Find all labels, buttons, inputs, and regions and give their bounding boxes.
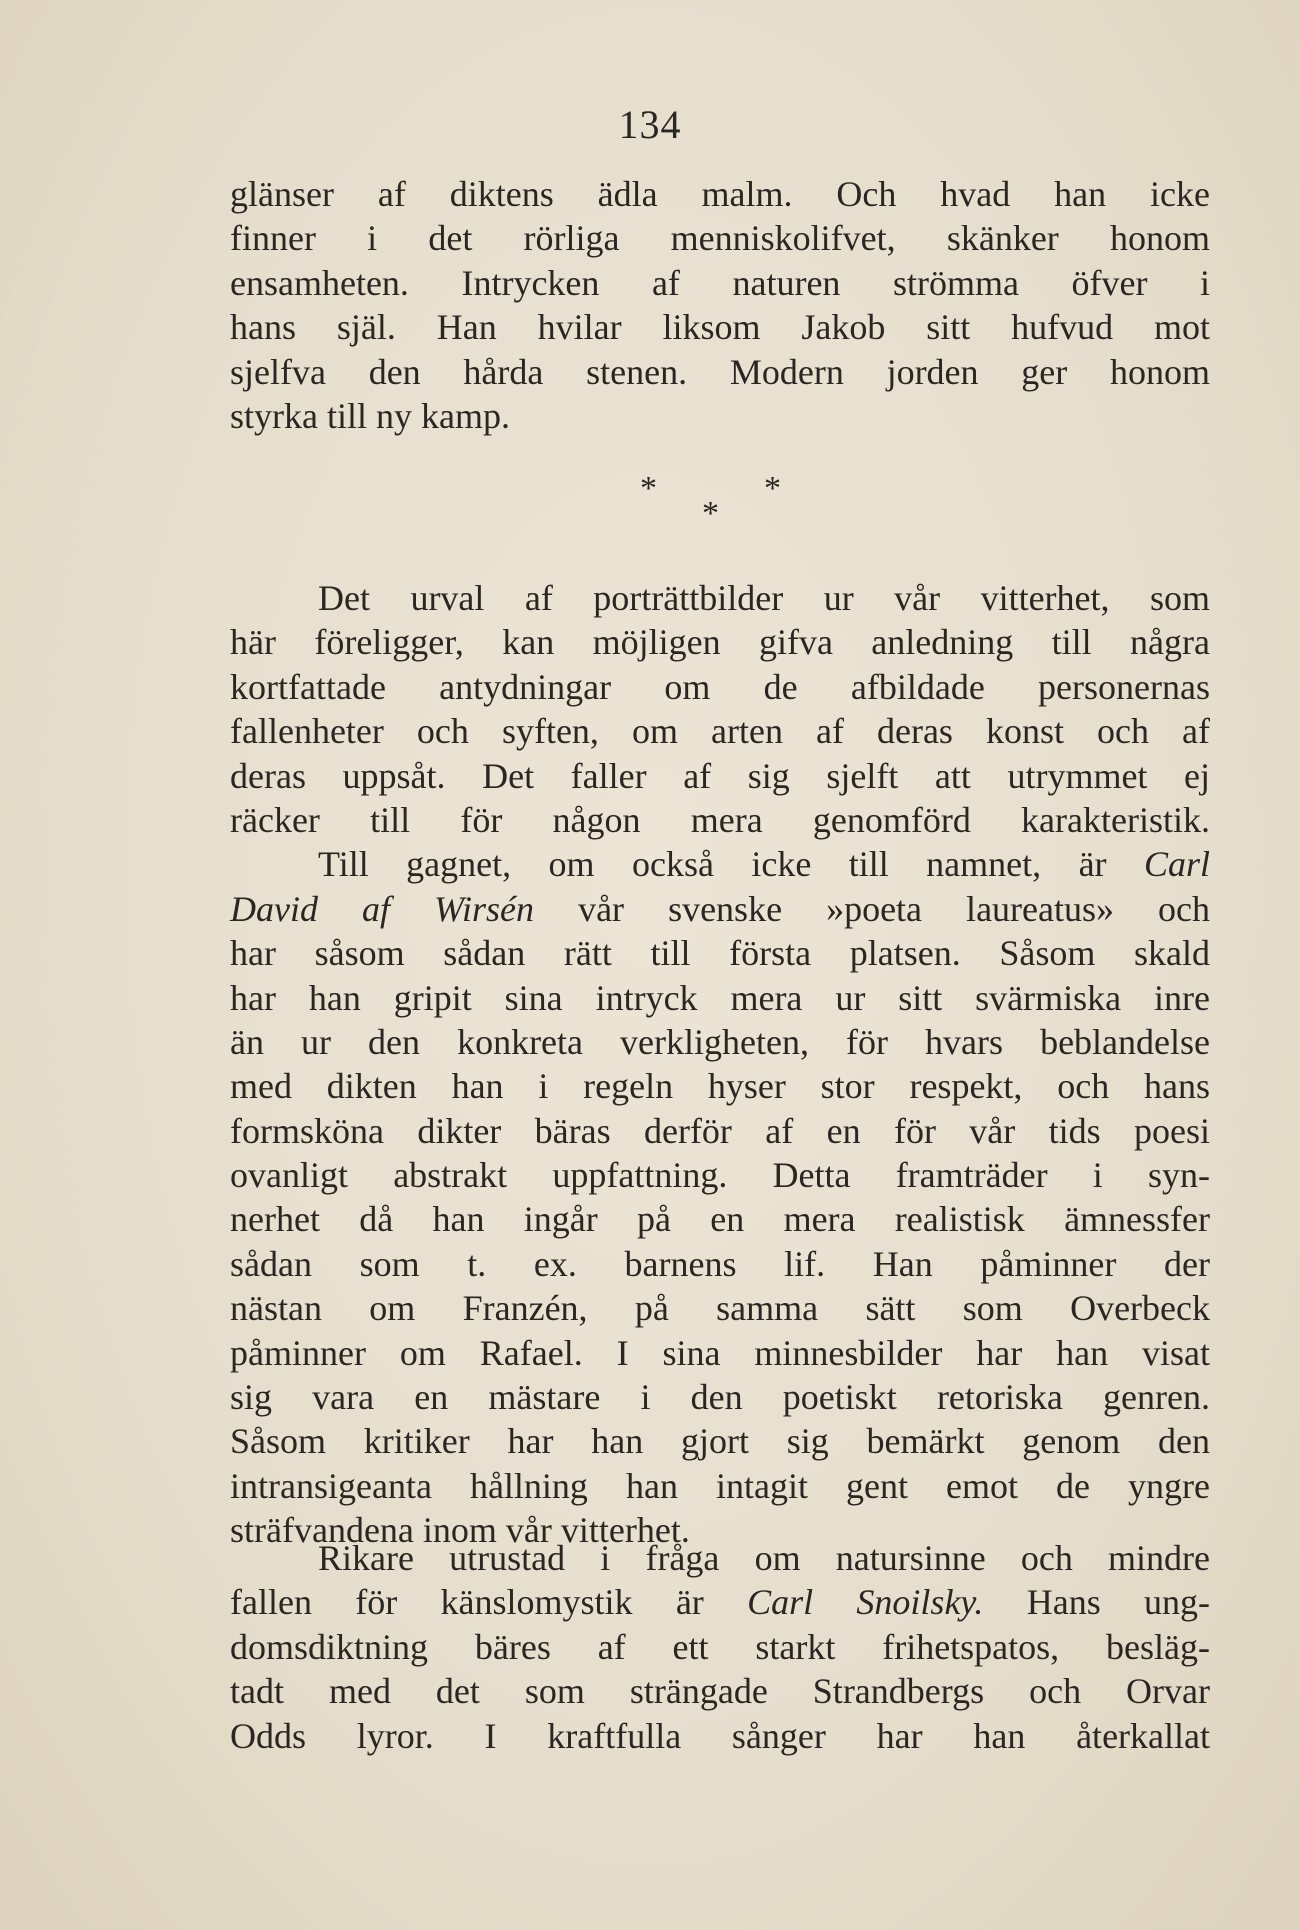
text-line: har såsom sådan rätt till första platsen. Såsom skald <box>230 933 1210 974</box>
text-line: styrka till ny kamp. <box>230 395 510 436</box>
text-line: ensamheten. Intrycken af naturen strömma öfver i <box>230 262 1210 303</box>
text-line-with-name <box>230 1580 1210 1624</box>
text-line: domsdiktning bäres af ett starkt frihetspatos, besläg- <box>230 1626 1210 1667</box>
text-line: påminner om Rafael. I sina minnesbilder har han visat <box>230 1332 1210 1373</box>
text-line: finner i det rörliga menniskolifvet, skänker honom <box>230 218 1210 259</box>
text-line: intransigeanta hållning han intagit gent emot de yngre <box>230 1465 1210 1506</box>
text-line: Det urval af porträttbilder ur vår vitterhet, som <box>318 578 1210 618</box>
text-segment: fallen för känslomystik är <box>230 1582 704 1623</box>
text-segment: vår svenske »poeta laureatus» och <box>578 888 1211 929</box>
text-line: än ur den konkreta verkligheten, för hvars beblandelse <box>230 1021 1210 1062</box>
text-line: med dikten han i regeln hyser stor respekt, och hans <box>230 1066 1210 1107</box>
author-name-snoilsky: Carl Snoilsky. <box>747 1582 984 1623</box>
text-line-with-name <box>230 842 1210 886</box>
paragraph-wirsen <box>230 576 1210 1553</box>
text-line: nästan om Franzén, på samma sätt som Overbeck <box>230 1288 1210 1329</box>
text-line: deras uppsåt. Det faller af sig sjelft att utrymmet ej <box>230 755 1210 796</box>
text-line: kortfattade antydningar om de afbildade personernas <box>230 666 1210 707</box>
asterism-star: * <box>640 470 657 507</box>
text-line: sig vara en mästare i den poetiskt retoriska genren. <box>230 1377 1210 1418</box>
page-number: 134 <box>618 102 682 147</box>
text-line: ovanligt abstrakt uppfattning. Detta framträder i syn- <box>230 1155 1210 1196</box>
paragraph-snoilsky <box>230 1536 1210 1758</box>
text-line: Såsom kritiker har han gjort sig bemärkt genom den <box>230 1421 1210 1462</box>
paragraph-continuation <box>230 172 1210 438</box>
text-line: nerhet då han ingår på en mera realistisk ämnessfer <box>230 1199 1210 1240</box>
text-segment: Hans ung- <box>1026 1582 1211 1623</box>
text-line: tadt med det som strängade Strandbergs och Orvar <box>230 1671 1210 1712</box>
text-line: fallenheter och syften, om arten af deras konst och af <box>230 711 1210 752</box>
text-line: sträfvandena inom vår vitterhet. <box>230 1510 690 1551</box>
author-name-wirsen-first: Carl <box>1143 844 1211 885</box>
asterism-star: * <box>764 470 781 507</box>
text-line: här föreligger, kan möjligen gifva anledning till några <box>230 622 1210 663</box>
text-line: sjelfva den hårda stenen. Modern jorden ger honom <box>230 351 1210 392</box>
text-segment: Till gagnet, om också icke till namnet, är <box>318 844 1107 885</box>
text-line: har han gripit sina intryck mera ur sitt svärmiska inre <box>230 977 1210 1018</box>
text-line: Odds lyror. I kraftfulla sånger har han återkallat <box>230 1715 1210 1756</box>
text-line-with-name <box>230 887 1210 931</box>
text-line: hans själ. Han hvilar liksom Jakob sitt hufvud mot <box>230 307 1210 348</box>
text-line: Rikare utrustad i fråga om natursinne och mindre <box>318 1538 1210 1578</box>
text-line: formsköna dikter bäras derför af en för vår tids poesi <box>230 1110 1210 1151</box>
text-line: räcker till för någon mera genomförd karakteristik. <box>230 799 1210 840</box>
author-name-wirsen-rest: David af Wirsén <box>230 888 535 929</box>
text-line: sådan som t. ex. barnens lif. Han påminner der <box>230 1243 1210 1284</box>
asterism-star: * <box>702 495 719 532</box>
text-line: glänser af diktens ädla malm. Och hvad han icke <box>230 174 1210 214</box>
